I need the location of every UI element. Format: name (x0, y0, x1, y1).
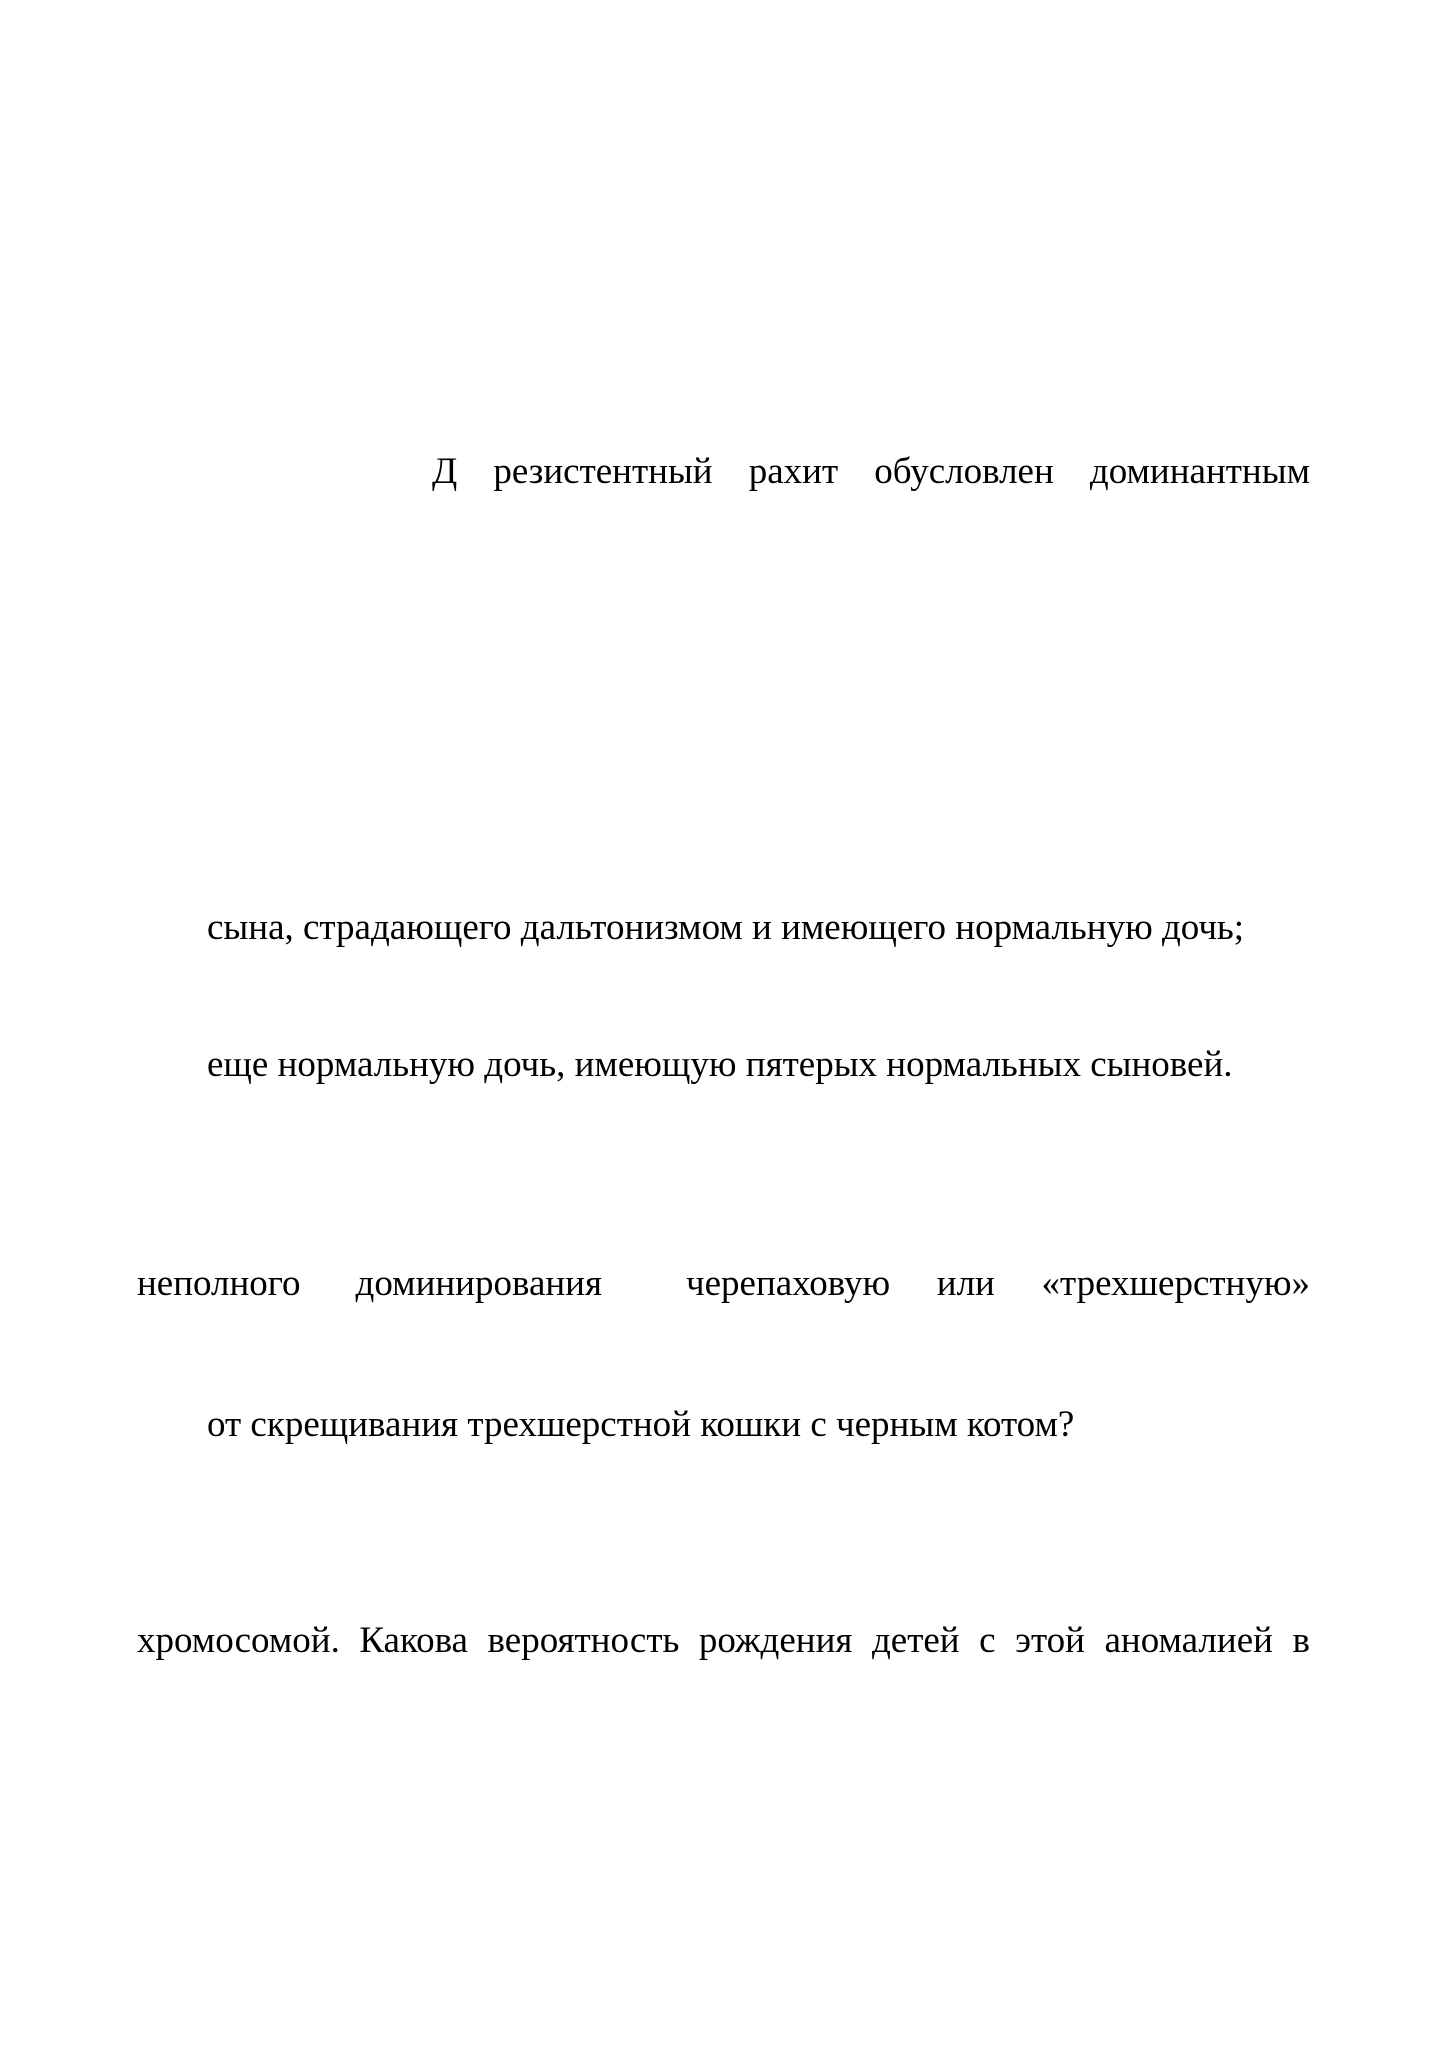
text-line-3: еще нормальную дочь, имеющую пятерых нормальных сыновей. (207, 1044, 1233, 1085)
word: «трехшерстную» (1041, 1263, 1310, 1304)
word: доминирования (355, 1263, 602, 1304)
word: вероятность (487, 1620, 680, 1661)
text-line-6 (137, 1619, 1310, 1663)
word: или (936, 1263, 995, 1304)
text-line-1 (432, 450, 1310, 494)
word: обусловлен (874, 451, 1054, 492)
word: хромосомой. (137, 1620, 340, 1661)
word: Д (432, 451, 458, 492)
word: в (1292, 1620, 1310, 1661)
word: неполного (137, 1263, 301, 1304)
text-line-2: сына, страдающего дальтонизмом и имеющего нормальную дочь; (207, 907, 1245, 948)
word: с (979, 1620, 996, 1661)
word: доминантным (1089, 451, 1310, 492)
word: рахит (748, 451, 839, 492)
word: Какова (359, 1620, 468, 1661)
word: рождения (698, 1620, 853, 1661)
word: аномалией (1104, 1620, 1273, 1661)
word: черепаховую (686, 1263, 891, 1304)
word: детей (871, 1620, 960, 1661)
word: этой (1015, 1620, 1085, 1661)
text-group-left (137, 1262, 602, 1306)
text-group-right (686, 1262, 1310, 1306)
text-line-5: от скрещивания трехшерстной кошки с черным котом? (207, 1404, 1075, 1445)
word: резистентный (493, 451, 713, 492)
